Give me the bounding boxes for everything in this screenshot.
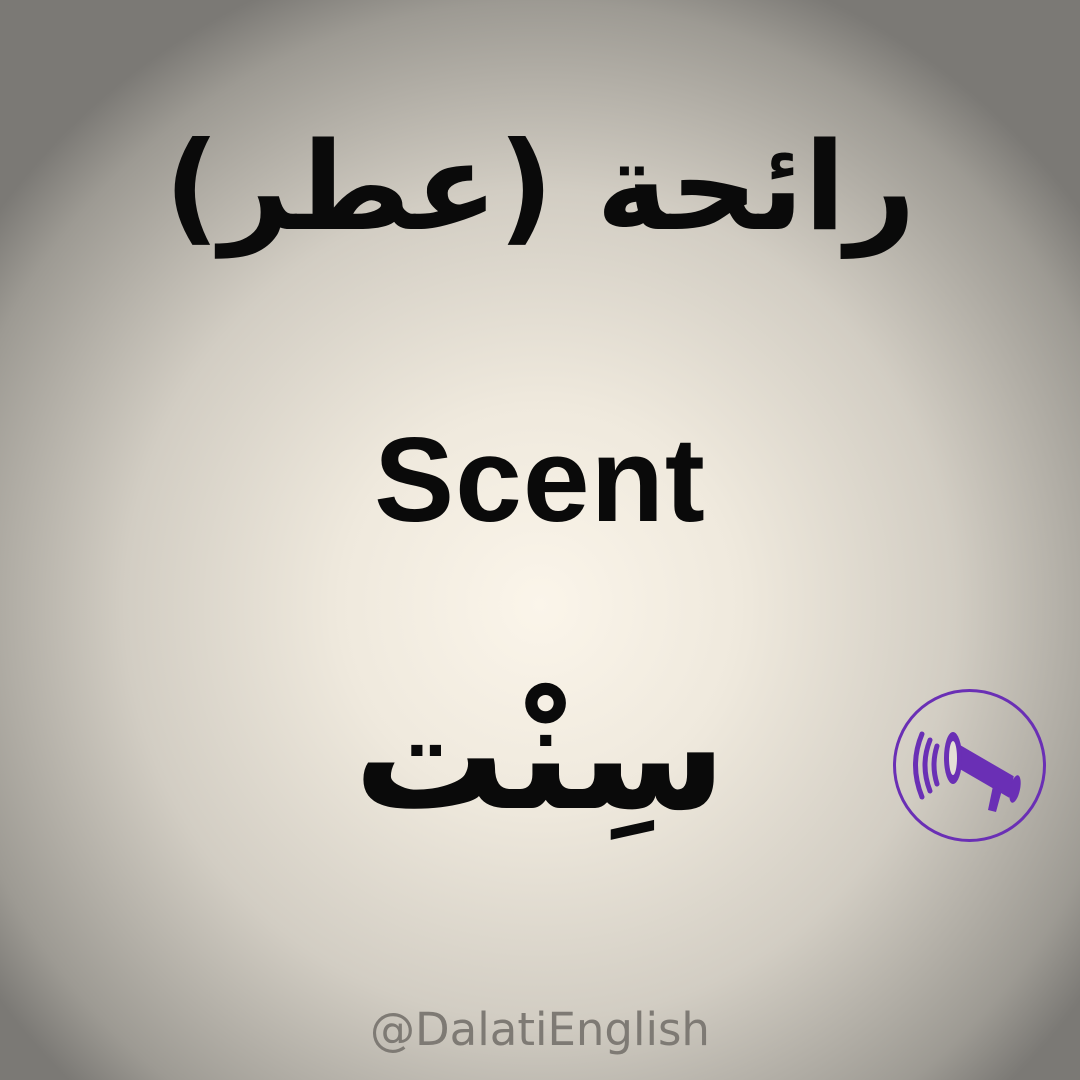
megaphone-icon [896, 692, 1043, 839]
watermark-handle: @DalatiEnglish [370, 1003, 710, 1056]
arabic-meaning: رائحة (عطر) [164, 116, 916, 258]
arabic-pronunciation: سِنْت [353, 667, 727, 844]
english-word: Scent [374, 413, 706, 547]
play-audio-button[interactable] [893, 689, 1046, 842]
